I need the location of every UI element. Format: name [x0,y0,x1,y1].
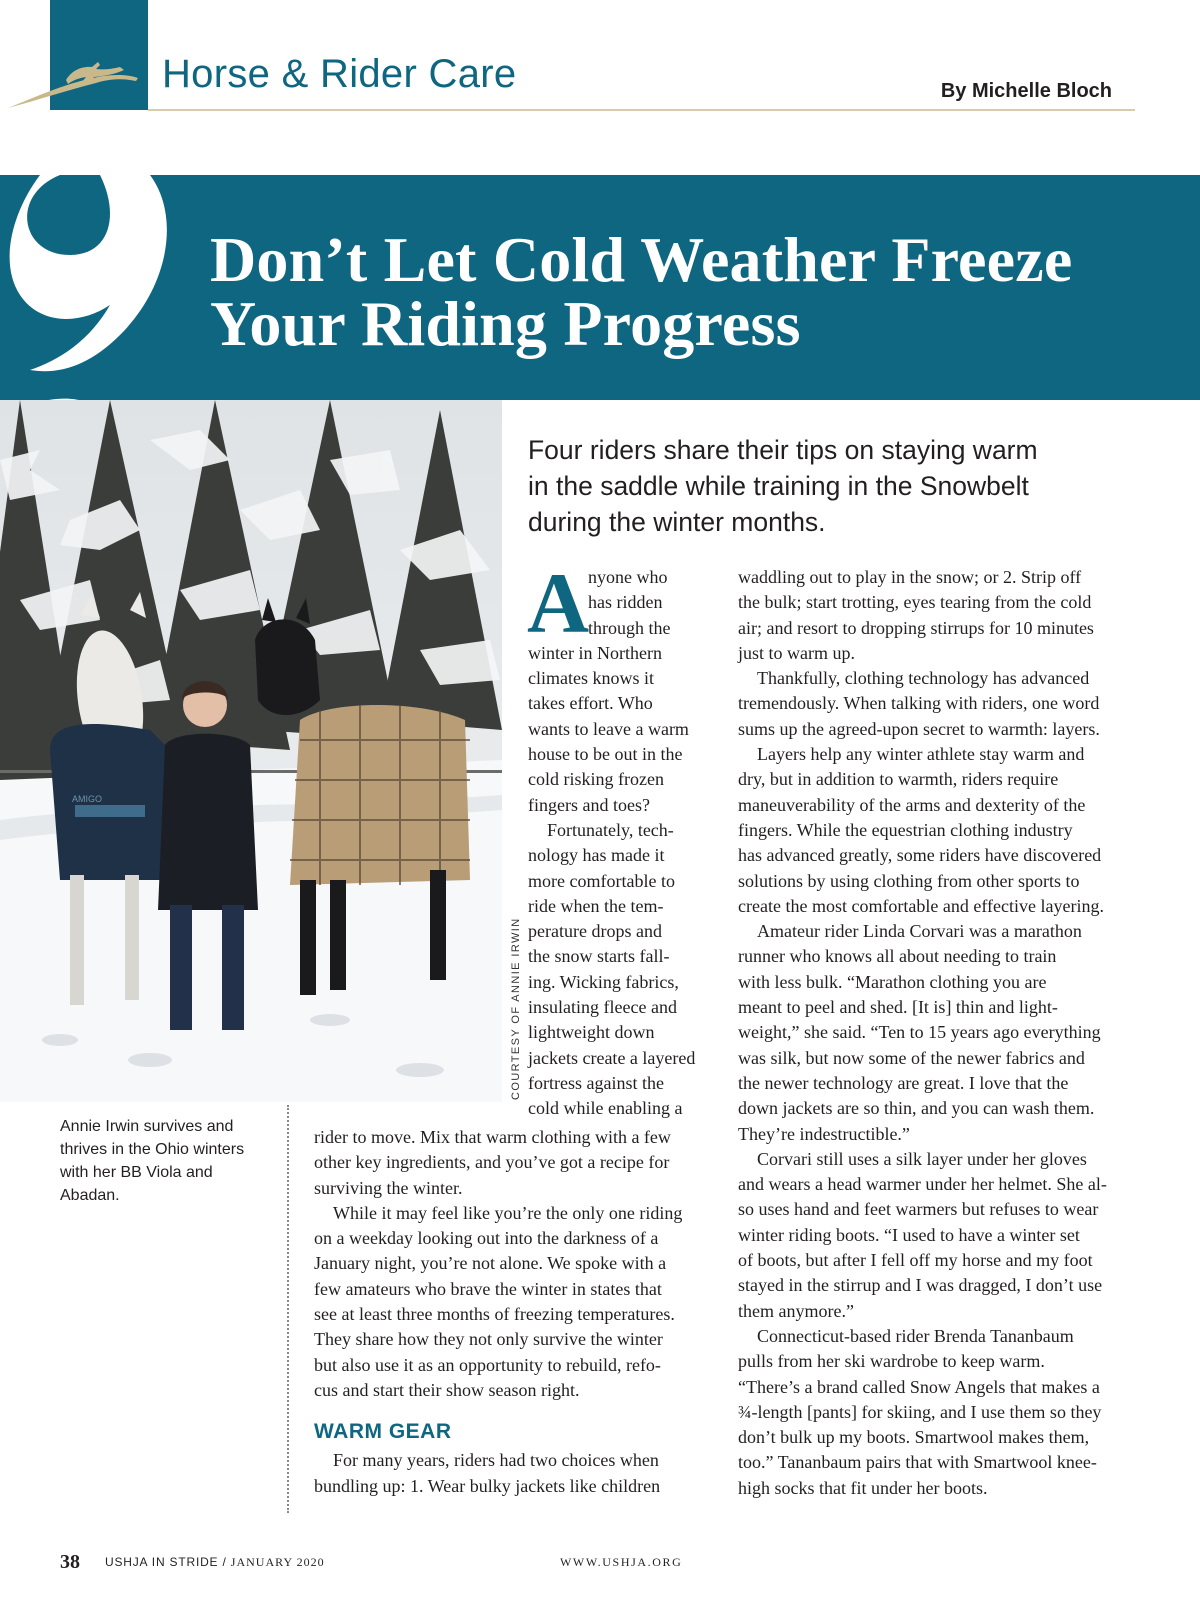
text-line: fingers and toes? [528,794,650,815]
footer-url[interactable]: WWW.USHJA.ORG [560,1555,683,1569]
text-line: They’re indestructible.” [738,1123,910,1144]
text-line: cold while enabling a [528,1098,683,1119]
text-line: sums up the agreed-upon secret to warmth: layers. [738,718,1100,739]
publication-line [105,1555,325,1570]
blanket-text: AMIGO [72,794,103,804]
caption-divider [287,1105,289,1513]
text-line: solutions by using clothing from other sports to [738,870,1080,891]
text-line: rider to move. Mix that warm clothing with a few [314,1127,671,1147]
text-line: ing. Wicking fabrics, [528,971,679,992]
text-line: lightweight down [528,1022,655,1043]
text-line: winter in Northern [528,642,662,663]
photo-credit: COURTESY OF ANNIE IRWIN [510,917,522,1100]
header-rule [148,109,1135,111]
text-line: ride when the tem- [528,895,664,916]
text-line: the snow starts fall- [528,946,670,967]
article-deck [528,432,1128,540]
text-line: just to warm up. [738,642,855,663]
page-number: 38 [60,1551,80,1573]
text-line: winter riding boots. “I used to have a winter set [738,1224,1080,1245]
publication-name: USHJA IN STRIDE [105,1555,219,1569]
text-line: Thankfully, clothing technology has advanced [757,668,1090,689]
text-line: more comfortable to [528,870,675,891]
photo-caption: Annie Irwin survives and thrives in the Ohio winters with her BB Viola and Abadan. [60,1118,245,1204]
text-line: too.” Tananbaum pairs that with Smartwool knee- [738,1452,1097,1473]
text-line: the newer technology are great. I love that the [738,1072,1069,1093]
text-line: nyone who [588,567,668,587]
text-line: stayed in the stirrup and I was dragged, I don’t use [738,1275,1103,1296]
text-line: and wears a head warmer under her helmet. She al- [738,1174,1107,1195]
text-line: While it may feel like you’re the only one riding [333,1202,683,1223]
byline: By Michelle Bloch [940,80,1112,102]
text-line: but also use it as an opportunity to rebuild, refo- [314,1354,661,1375]
text-line: takes effort. Who [528,693,653,714]
headline-line-1: Don’t Let Cold Weather Freeze [210,224,1073,295]
headline-line-2: Your Riding Progress [210,288,801,359]
text-line: of boots, but after I fell off my horse and my foot [738,1250,1093,1271]
article-column-2 [738,565,1138,1501]
deck-line-3: during the winter months. [528,507,826,537]
text-line: January night, you’re not alone. We spoke with a [314,1253,667,1274]
text-line: dry, but in addition to warmth, riders require [738,769,1059,790]
text-line: through the [588,617,671,638]
text-line: with less bulk. “Marathon clothing you are [738,971,1047,992]
text-line: see at least three months of freezing temperatures. [314,1304,675,1325]
text-line: wants to leave a warm [528,718,689,739]
text-line: ¾-length [pants] for skiing, and I use them so they [738,1401,1102,1422]
text-line: jackets create a layered [528,1047,696,1068]
text-line: pulls from her ski wardrobe to keep warm. [738,1351,1045,1372]
text-line: runner who knows all about needing to train [738,946,1057,967]
text-line: fortress against the [528,1072,664,1093]
text-line: maneuverability of the arms and dexterity of the [738,794,1086,815]
text-line: For many years, riders had two choices when [333,1450,659,1471]
text-line: meant to peel and shed. [It is] thin and light- [738,997,1058,1018]
text-line: other key ingredients, and you’ve got a recipe for [314,1152,670,1173]
text-line: them anymore.” [738,1300,854,1321]
subhead-warm-gear: WARM GEAR [314,1420,452,1444]
text-line: Connecticut-based rider Brenda Tananbaum [757,1325,1074,1346]
text-line: air; and resort to dropping stirrups for 10 minutes [738,617,1094,638]
text-line: Amateur rider Linda Corvari was a marathon [757,921,1082,942]
section-title: Horse & Rider Care [162,52,517,96]
article-column-1-wide [314,1125,704,1499]
text-line: has ridden [588,592,663,613]
text-line: house to be out in the [528,744,683,765]
text-line: fingers. While the equestrian clothing industry [738,819,1073,840]
text-line: Fortunately, tech- [547,819,674,840]
drop-cap: A [527,555,590,651]
text-line: was silk, but now some of the newer fabrics and [738,1047,1085,1068]
deck-line-2: in the saddle while training in the Snowbelt [528,471,1029,501]
text-line: down jackets are so thin, and you can wash them. [738,1098,1095,1119]
text-line: perature drops and [528,921,662,942]
text-line: Corvari still uses a silk layer under her gloves [757,1148,1087,1169]
text-line: few amateurs who brave the winter in states that [314,1278,662,1299]
text-line: has advanced greatly, some riders have discovered [738,845,1102,866]
text-line: tremendously. When talking with riders, one word [738,693,1100,714]
text-line: nology has made it [528,845,665,866]
text-line: create the most comfortable and effective layering. [738,895,1104,916]
footer-separator: / [222,1555,227,1569]
text-line: bundling up: 1. Wear bulky jackets like children [314,1475,661,1496]
deck-line-1: Four riders share their tips on staying warm [528,435,1038,465]
text-line: cus and start their show season right. [314,1379,580,1400]
text-line: don’t bulk up my boots. Smartwool makes them, [738,1427,1090,1448]
text-line: surviving the winter. [314,1177,463,1198]
issue-date: JANUARY 2020 [230,1555,325,1569]
text-line: so uses hand and feet warmers but refuses to wear [738,1199,1099,1220]
text-line: on a weekday looking out into the darkness of a [314,1228,659,1249]
headline [210,224,1170,359]
text-line: “There’s a brand called Snow Angels that makes a [738,1376,1100,1397]
text-line: cold risking frozen [528,769,664,790]
text-line: They share how they not only survive the winter [314,1329,663,1350]
lead-photo [0,400,502,1102]
text-line: Layers help any winter athlete stay warm and [757,744,1085,765]
horse-logo-icon [8,56,138,116]
text-line: the bulk; start trotting, eyes tearing from the cold [738,592,1092,613]
text-line: waddling out to play in the snow; or 2. Strip off [738,567,1082,587]
text-line: climates knows it [528,668,654,689]
text-line: high socks that fit under her boots. [738,1477,988,1498]
text-line: weight,” she said. “Ten to 15 years ago everything [738,1022,1101,1043]
text-line: insulating fleece and [528,997,677,1018]
article-column-1-narrow [527,555,708,1122]
